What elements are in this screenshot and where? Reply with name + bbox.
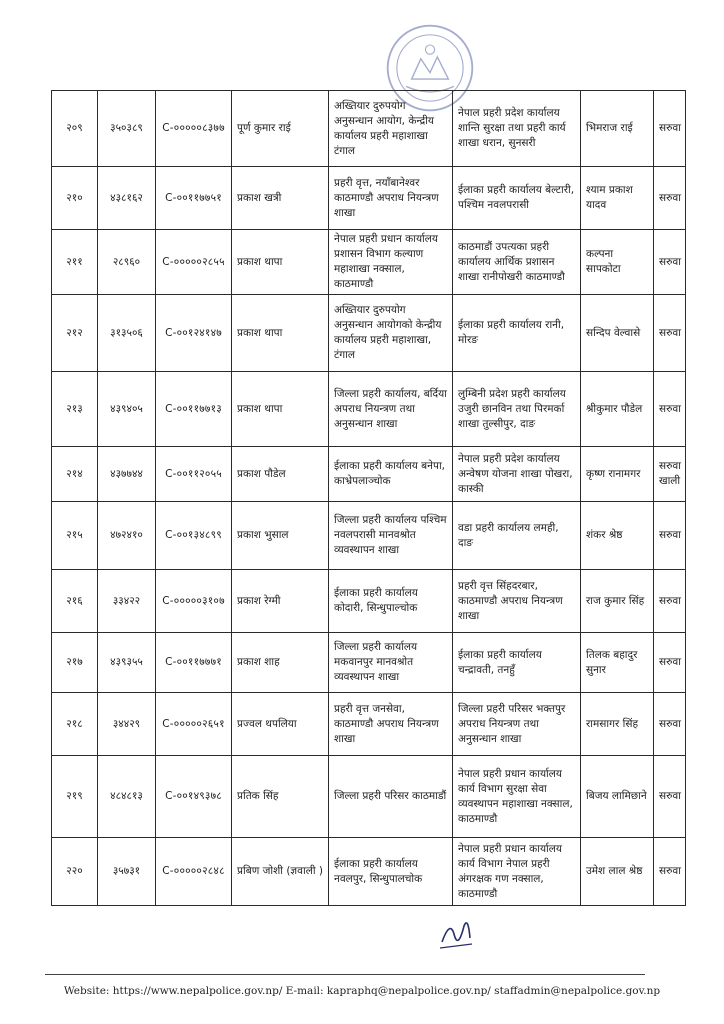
personnel-code-cell: C-००११७७७१ <box>156 633 232 693</box>
footer-divider <box>45 974 645 975</box>
employee-name-cell: प्रकाश थापा <box>232 295 329 372</box>
id-number-cell: २८९६० <box>98 230 156 295</box>
remarks-cell: सरुवा <box>654 91 686 167</box>
employee-name-cell: प्रकाश शाह <box>232 633 329 693</box>
serial-number-cell: २१७ <box>52 633 98 693</box>
replacement-name-cell: रामसागर सिंह <box>581 693 654 756</box>
serial-number-cell: २१२ <box>52 295 98 372</box>
remarks-cell: सरुवा <box>654 167 686 230</box>
table-row <box>52 502 686 570</box>
table-row <box>52 838 686 906</box>
id-number-cell: ४८४८१३ <box>98 756 156 838</box>
remarks-cell: सरुवा <box>654 633 686 693</box>
serial-number-cell: २२० <box>52 838 98 906</box>
new-office-cell: प्रहरी वृत्त सिंहदरबार, काठमाण्डौ अपराध नियन्त्रण शाखा <box>453 570 581 633</box>
new-office-cell: ईलाका प्रहरी कार्यालय चन्द्रावती, तनहुँ <box>453 633 581 693</box>
employee-name-cell: प्रकाश खत्री <box>232 167 329 230</box>
current-office-cell: ईलाका प्रहरी कार्यालय बनेपा, काभ्रेपलाञ्चोक <box>329 447 453 502</box>
id-number-cell: ३१३५०६ <box>98 295 156 372</box>
current-office-cell: प्रहरी वृत्त, नयाँबानेश्वर काठमाण्डौ अपराध नियन्त्रण शाखा <box>329 167 453 230</box>
id-number-cell: ४७२४१० <box>98 502 156 570</box>
remarks-cell: सरुवा <box>654 295 686 372</box>
remarks-cell: सरुवा <box>654 838 686 906</box>
current-office-cell: जिल्ला प्रहरी परिसर काठमाडौं <box>329 756 453 838</box>
remarks-cell: सरुवा <box>654 570 686 633</box>
replacement-name-cell: तिलक बहादुर सुनार <box>581 633 654 693</box>
table-row <box>52 230 686 295</box>
transfer-table <box>51 90 686 906</box>
current-office-cell: जिल्ला प्रहरी कार्यालय मकवानपुर मानवश्रोत व्यवस्थापन शाखा <box>329 633 453 693</box>
employee-name-cell: प्रकाश थापा <box>232 230 329 295</box>
remarks-cell: सरुवा <box>654 372 686 447</box>
new-office-cell: ईलाका प्रहरी कार्यालय बेल्टारी, पश्चिम नवलपरासी <box>453 167 581 230</box>
employee-name-cell: पूर्ण कुमार राई <box>232 91 329 167</box>
replacement-name-cell: बिजय लामिछाने <box>581 756 654 838</box>
id-number-cell: ३५०३८९ <box>98 91 156 167</box>
remarks-cell: सरुवा <box>654 230 686 295</box>
id-number-cell: ३४४२९ <box>98 693 156 756</box>
new-office-cell: लुम्बिनी प्रदेश प्रहरी कार्यालय उजुरी छानविन तथा पिरमर्का शाखा तुल्सीपुर, दाङ <box>453 372 581 447</box>
table-row <box>52 295 686 372</box>
new-office-cell: काठमाडौं उपत्यका प्रहरी कार्यालय आर्थिक प्रशासन शाखा रानीपोखरी काठमाण्डौ <box>453 230 581 295</box>
table-row <box>52 91 686 167</box>
personnel-code-cell: C-०००००२८५५ <box>156 230 232 295</box>
replacement-name-cell: कल्पना सापकोटा <box>581 230 654 295</box>
remarks-cell: सरुवा <box>654 693 686 756</box>
replacement-name-cell: भिमराज राई <box>581 91 654 167</box>
employee-name-cell: प्रकाश पौडेल <box>232 447 329 502</box>
serial-number-cell: २१३ <box>52 372 98 447</box>
current-office-cell: प्रहरी वृत्त जनसेवा, काठमाण्डौ अपराध नियन्त्रण शाखा <box>329 693 453 756</box>
new-office-cell: नेपाल प्रहरी प्रदेश कार्यालय शान्ति सुरक्षा तथा प्रहरी कार्य शाखा धरान, सुनसरी <box>453 91 581 167</box>
current-office-cell: जिल्ला प्रहरी कार्यालय पश्चिम नवलपरासी मानवश्रोत व्यवस्थापन शाखा <box>329 502 453 570</box>
id-number-cell: ३३४२२ <box>98 570 156 633</box>
current-office-cell: ईलाका प्रहरी कार्यालय कोदारी, सिन्धुपाल्चोक <box>329 570 453 633</box>
current-office-cell: ईलाका प्रहरी कार्यालय नवलपुर, सिन्धुपालचोक <box>329 838 453 906</box>
current-office-cell: जिल्ला प्रहरी कार्यालय, बर्दिया अपराध नियन्त्रण तथा अनुसन्धान शाखा <box>329 372 453 447</box>
id-number-cell: ४३८१६२ <box>98 167 156 230</box>
table-row <box>52 447 686 502</box>
id-number-cell: ३५७३१ <box>98 838 156 906</box>
remarks-cell: सरुवा <box>654 756 686 838</box>
table-row <box>52 167 686 230</box>
id-number-cell: ४३९३५५ <box>98 633 156 693</box>
remarks-cell: सरुवा खाली <box>654 447 686 502</box>
replacement-name-cell: राज कुमार सिंह <box>581 570 654 633</box>
id-number-cell: ४३७७४४ <box>98 447 156 502</box>
serial-number-cell: २१५ <box>52 502 98 570</box>
personnel-code-cell: C-००११७७१३ <box>156 372 232 447</box>
table-row <box>52 693 686 756</box>
table-row <box>52 633 686 693</box>
current-office-cell: नेपाल प्रहरी प्रधान कार्यालय प्रशासन विभाग कल्याण महाशाखा नक्साल, काठमाण्डौ <box>329 230 453 295</box>
personnel-code-cell: C-०००००२६५१ <box>156 693 232 756</box>
signature-mark <box>436 912 476 956</box>
new-office-cell: नेपाल प्रहरी प्रदेश कार्यालय अन्वेषण योजना शाखा पोखरा, कास्की <box>453 447 581 502</box>
new-office-cell: जिल्ला प्रहरी परिसर भक्तपुर अपराध नियन्त्रण तथा अनुसन्धान शाखा <box>453 693 581 756</box>
serial-number-cell: २१४ <box>52 447 98 502</box>
personnel-code-cell: C-००१३४८९९ <box>156 502 232 570</box>
current-office-cell: अख्तियार दुरुपयोग अनुसन्धान आयोगको केन्द्रीय कार्यालय प्रहरी महाशाखा, टंगाल <box>329 295 453 372</box>
employee-name-cell: प्रकाश भुसाल <box>232 502 329 570</box>
new-office-cell: नेपाल प्रहरी प्रधान कार्यालय कार्य विभाग नेपाल प्रहरी अंगरक्षक गण नक्साल, काठमाण्डौ <box>453 838 581 906</box>
serial-number-cell: २११ <box>52 230 98 295</box>
employee-name-cell: प्रकाश रेग्मी <box>232 570 329 633</box>
table-row <box>52 372 686 447</box>
serial-number-cell: २१९ <box>52 756 98 838</box>
personnel-code-cell: C-०००००२८४८ <box>156 838 232 906</box>
replacement-name-cell: शंकर श्रेष्ठ <box>581 502 654 570</box>
new-office-cell: वडा प्रहरी कार्यालय लमही, दाङ <box>453 502 581 570</box>
personnel-code-cell: C-०००००३१०७ <box>156 570 232 633</box>
current-office-cell: अख्तियार दुरुपयोग अनुसन्धान आयोग, केन्द्रीय कार्यालय प्रहरी महाशाखा टंगाल <box>329 91 453 167</box>
personnel-code-cell: C-००१२४१४७ <box>156 295 232 372</box>
employee-name-cell: प्रज्वल थपलिया <box>232 693 329 756</box>
replacement-name-cell: सन्दिप वेल्वासे <box>581 295 654 372</box>
personnel-code-cell: C-००१४९३७८ <box>156 756 232 838</box>
personnel-code-cell: C-०००००८३७७ <box>156 91 232 167</box>
replacement-name-cell: श्याम प्रकाश यादव <box>581 167 654 230</box>
new-office-cell: ईलाका प्रहरी कार्यालय रानी, मोरङ <box>453 295 581 372</box>
replacement-name-cell: कृष्ण रानामगर <box>581 447 654 502</box>
employee-name-cell: प्रकाश थापा <box>232 372 329 447</box>
employee-name-cell: प्रतिक सिंह <box>232 756 329 838</box>
remarks-cell: सरुवा <box>654 502 686 570</box>
replacement-name-cell: उमेश लाल श्रेष्ठ <box>581 838 654 906</box>
table-row <box>52 756 686 838</box>
table-row <box>52 570 686 633</box>
personnel-code-cell: C-००११७७५१ <box>156 167 232 230</box>
id-number-cell: ४३९४०५ <box>98 372 156 447</box>
personnel-code-cell: C-००११२०५५ <box>156 447 232 502</box>
new-office-cell: नेपाल प्रहरी प्रधान कार्यालय कार्य विभाग सुरक्षा सेवा व्यवस्थापन महाशाखा नक्साल, काठमाण्डौ <box>453 756 581 838</box>
serial-number-cell: २०९ <box>52 91 98 167</box>
serial-number-cell: २१० <box>52 167 98 230</box>
replacement-name-cell: श्रीकुमार पौडेल <box>581 372 654 447</box>
footer-contact: Website: https://www.nepalpolice.gov.np/ E-mail: kapraphq@nepalpolice.gov.np/ staffadmin@nepalpolice.gov.np <box>63 985 661 997</box>
serial-number-cell: २१८ <box>52 693 98 756</box>
employee-name-cell: प्रबिण जोशी (ज्ञवाली ) <box>232 838 329 906</box>
serial-number-cell: २१६ <box>52 570 98 633</box>
